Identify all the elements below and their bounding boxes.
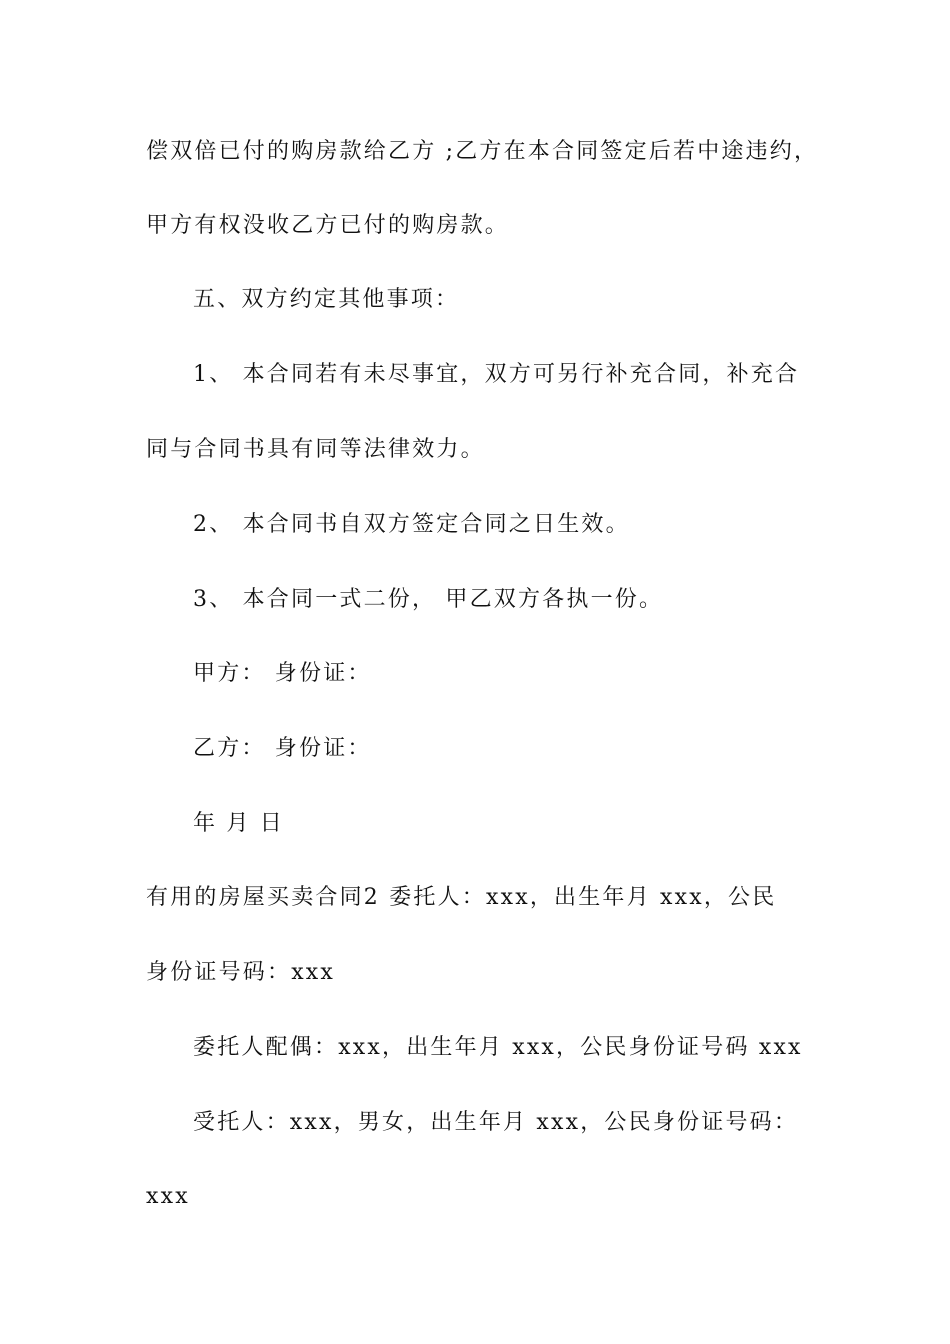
paragraph-line: 同与合同书具有同等法律效力。 [146, 437, 485, 462]
signature-field-party-b: 乙方： 身份证： [193, 736, 372, 761]
list-item: 2、 本合同书自双方签定合同之日生效。 [193, 512, 630, 537]
signature-field-party-a: 甲方： 身份证： [193, 661, 372, 686]
paragraph-line: 偿双倍已付的购房款给乙方 ;乙方在本合同签定后若中途违约， [146, 139, 819, 164]
date-field: 年 月 日 [193, 811, 284, 836]
paragraph-line: xxx [146, 1184, 190, 1209]
contract-title-line: 有用的房屋买卖合同2 委托人：xxx，出生年月 xxx，公民 [146, 885, 777, 910]
list-item: 3、 本合同一式二份， 甲乙双方各执一份。 [193, 587, 664, 612]
paragraph-line: 委托人配偶：xxx，出生年月 xxx，公民身份证号码 xxx [193, 1035, 803, 1060]
section-heading: 五、双方约定其他事项： [193, 287, 460, 312]
paragraph-line: 身份证号码：xxx [146, 960, 336, 985]
list-item: 1、 本合同若有未尽事宜，双方可另行补充合同，补充合 [193, 362, 800, 387]
paragraph-line: 甲方有权没收乙方已付的购房款。 [146, 213, 510, 238]
paragraph-line: 受托人：xxx，男女，出生年月 xxx，公民身份证号码： [193, 1110, 799, 1135]
